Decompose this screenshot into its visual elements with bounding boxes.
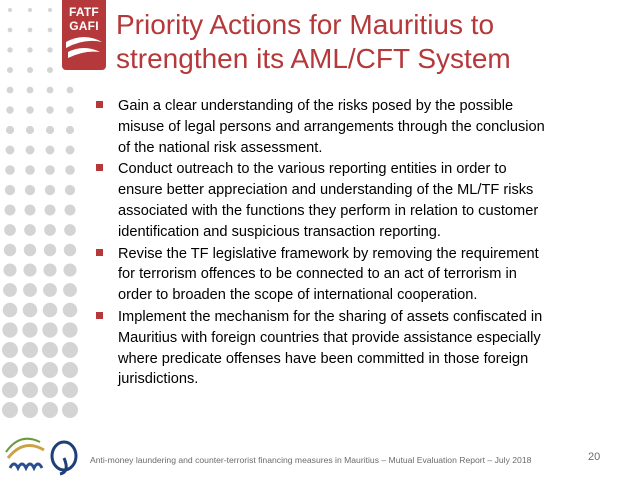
decorative-dot bbox=[22, 342, 38, 358]
decorative-dot bbox=[44, 224, 56, 236]
list-item bbox=[94, 159, 604, 242]
list-item bbox=[94, 244, 604, 306]
decorative-dot bbox=[63, 303, 78, 318]
decorative-dot bbox=[42, 402, 58, 418]
decorative-dot bbox=[28, 8, 32, 12]
title-line: strengthen its AML/CFT System bbox=[116, 43, 511, 74]
decorative-dot bbox=[2, 342, 18, 358]
page-number: 20 bbox=[588, 451, 601, 463]
decorative-dot bbox=[22, 402, 38, 418]
decorative-dot bbox=[25, 185, 35, 195]
decorative-dot bbox=[5, 205, 16, 216]
bullet-text-line: Gain a clear understanding of the risks posed by the possible bbox=[118, 98, 514, 114]
decorative-dot bbox=[28, 28, 33, 33]
logo-swoosh-icon bbox=[62, 34, 106, 70]
decorative-dot bbox=[7, 87, 14, 94]
list-item bbox=[94, 307, 604, 390]
decorative-dot bbox=[3, 263, 16, 276]
decorative-dot bbox=[3, 283, 17, 297]
decorative-dot bbox=[25, 165, 35, 175]
bullet-text-line: ensure better appreciation and understanding of the ML/TF risks bbox=[118, 182, 534, 199]
bullet-text-line: associated with the functions they perform in relation to customer bbox=[118, 202, 539, 219]
title-line: Priority Actions for Mauritius to bbox=[116, 9, 495, 40]
decorative-dot bbox=[62, 362, 78, 378]
bullet-text-line: Mauritius with foreign countries that provide assistance especially bbox=[118, 329, 541, 346]
bullet-text-line: of the national risk assessment. bbox=[118, 139, 323, 156]
decorative-dot bbox=[22, 362, 38, 378]
bullet-text-line: order to broaden the scope of international cooperation. bbox=[118, 287, 478, 304]
decorative-dot bbox=[48, 8, 52, 12]
decorative-dot bbox=[3, 303, 18, 318]
esaamlg-logo bbox=[4, 428, 82, 476]
decorative-dot bbox=[66, 126, 74, 134]
decorative-dot bbox=[8, 28, 13, 33]
decorative-dot bbox=[43, 303, 58, 318]
decorative-dot bbox=[62, 322, 77, 337]
priority-actions-list bbox=[94, 96, 604, 391]
decorative-dot bbox=[45, 185, 55, 195]
decorative-dot bbox=[2, 362, 18, 378]
decorative-dot bbox=[62, 382, 78, 398]
decorative-dot bbox=[42, 362, 58, 378]
decorative-dot bbox=[23, 303, 38, 318]
square-bullet-icon bbox=[96, 312, 103, 319]
decorative-dot bbox=[27, 87, 34, 94]
decorative-dot bbox=[47, 67, 53, 73]
decorative-dot bbox=[5, 165, 15, 175]
decorative-dot bbox=[22, 322, 37, 337]
decorative-dot bbox=[47, 87, 54, 94]
decorative-dot bbox=[6, 146, 15, 155]
decorative-dot bbox=[46, 126, 54, 134]
decorative-dot bbox=[2, 402, 18, 418]
decorative-dot bbox=[45, 165, 55, 175]
decorative-dot bbox=[24, 224, 36, 236]
decorative-dot bbox=[27, 47, 32, 52]
decorative-dot bbox=[65, 165, 75, 175]
decorative-dot bbox=[43, 263, 56, 276]
decorative-dot bbox=[62, 342, 78, 358]
decorative-dot bbox=[64, 224, 76, 236]
decorative-dot bbox=[5, 185, 15, 195]
decorative-dot bbox=[7, 67, 13, 73]
decorative-dot bbox=[2, 382, 18, 398]
decorative-dot bbox=[42, 382, 58, 398]
decorative-dot bbox=[66, 146, 75, 155]
decorative-dot bbox=[42, 322, 57, 337]
decorative-dot bbox=[22, 382, 38, 398]
square-bullet-icon bbox=[96, 164, 103, 171]
decorative-dot bbox=[46, 106, 54, 114]
decorative-dot bbox=[6, 106, 14, 114]
list-item bbox=[94, 96, 604, 158]
slide-footer: Anti-money laundering and counter-terrorist financing measures in Mauritius – Mutual Evaluation Report – July 2018 bbox=[90, 455, 532, 465]
bullet-text-line: where predicate offenses have been committed in those foreign bbox=[118, 350, 529, 367]
decorative-dot bbox=[66, 106, 74, 114]
decorative-dot bbox=[65, 205, 76, 216]
bullet-text-line: misuse of legal persons and arrangements through the conclusion bbox=[118, 118, 545, 135]
slide-title bbox=[116, 8, 616, 76]
fatf-gafi-logo bbox=[62, 0, 106, 70]
logo-text-line2: GAFI bbox=[69, 19, 99, 33]
decorative-dot bbox=[23, 263, 36, 276]
decorative-dot bbox=[47, 47, 52, 52]
logo-text-line1: FATF bbox=[69, 5, 99, 19]
decorative-dot bbox=[4, 244, 16, 256]
decorative-dot bbox=[42, 342, 58, 358]
decorative-dot bbox=[44, 244, 56, 256]
decorative-dot bbox=[43, 283, 57, 297]
decorative-dot bbox=[6, 126, 14, 134]
decorative-dot bbox=[67, 87, 74, 94]
decorative-dot bbox=[23, 283, 37, 297]
bullet-text-line: identification and suspicious transaction reporting. bbox=[118, 223, 441, 240]
decorative-dot bbox=[46, 146, 55, 155]
decorative-dot bbox=[63, 263, 76, 276]
decorative-dot bbox=[64, 244, 76, 256]
decorative-dot bbox=[45, 205, 56, 216]
bullet-text-line: Revise the TF legislative framework by removing the requirement bbox=[118, 245, 539, 262]
decorative-dot bbox=[8, 8, 12, 12]
decorative-dot bbox=[63, 283, 77, 297]
decorative-dot bbox=[48, 28, 53, 33]
decorative-dot bbox=[27, 67, 33, 73]
decorative-dot bbox=[62, 402, 78, 418]
decorative-dot bbox=[26, 126, 34, 134]
bullet-text-line: jurisdictions. bbox=[118, 371, 199, 388]
decorative-dot bbox=[2, 322, 17, 337]
square-bullet-icon bbox=[96, 249, 103, 256]
decorative-dot bbox=[26, 146, 35, 155]
decorative-dot bbox=[24, 244, 36, 256]
bullet-text-line: for terrorism offences to be connected to an act of terrorism in bbox=[118, 266, 517, 283]
decorative-dot bbox=[4, 224, 16, 236]
square-bullet-icon bbox=[96, 101, 103, 108]
decorative-dot bbox=[25, 205, 36, 216]
bullet-text-line: Conduct outreach to the various reporting entities in order to bbox=[118, 161, 507, 178]
decorative-dot bbox=[7, 47, 12, 52]
bullet-text-line: Implement the mechanism for the sharing of assets confiscated in bbox=[118, 308, 543, 325]
decorative-dot bbox=[26, 106, 34, 114]
decorative-dot bbox=[65, 185, 75, 195]
